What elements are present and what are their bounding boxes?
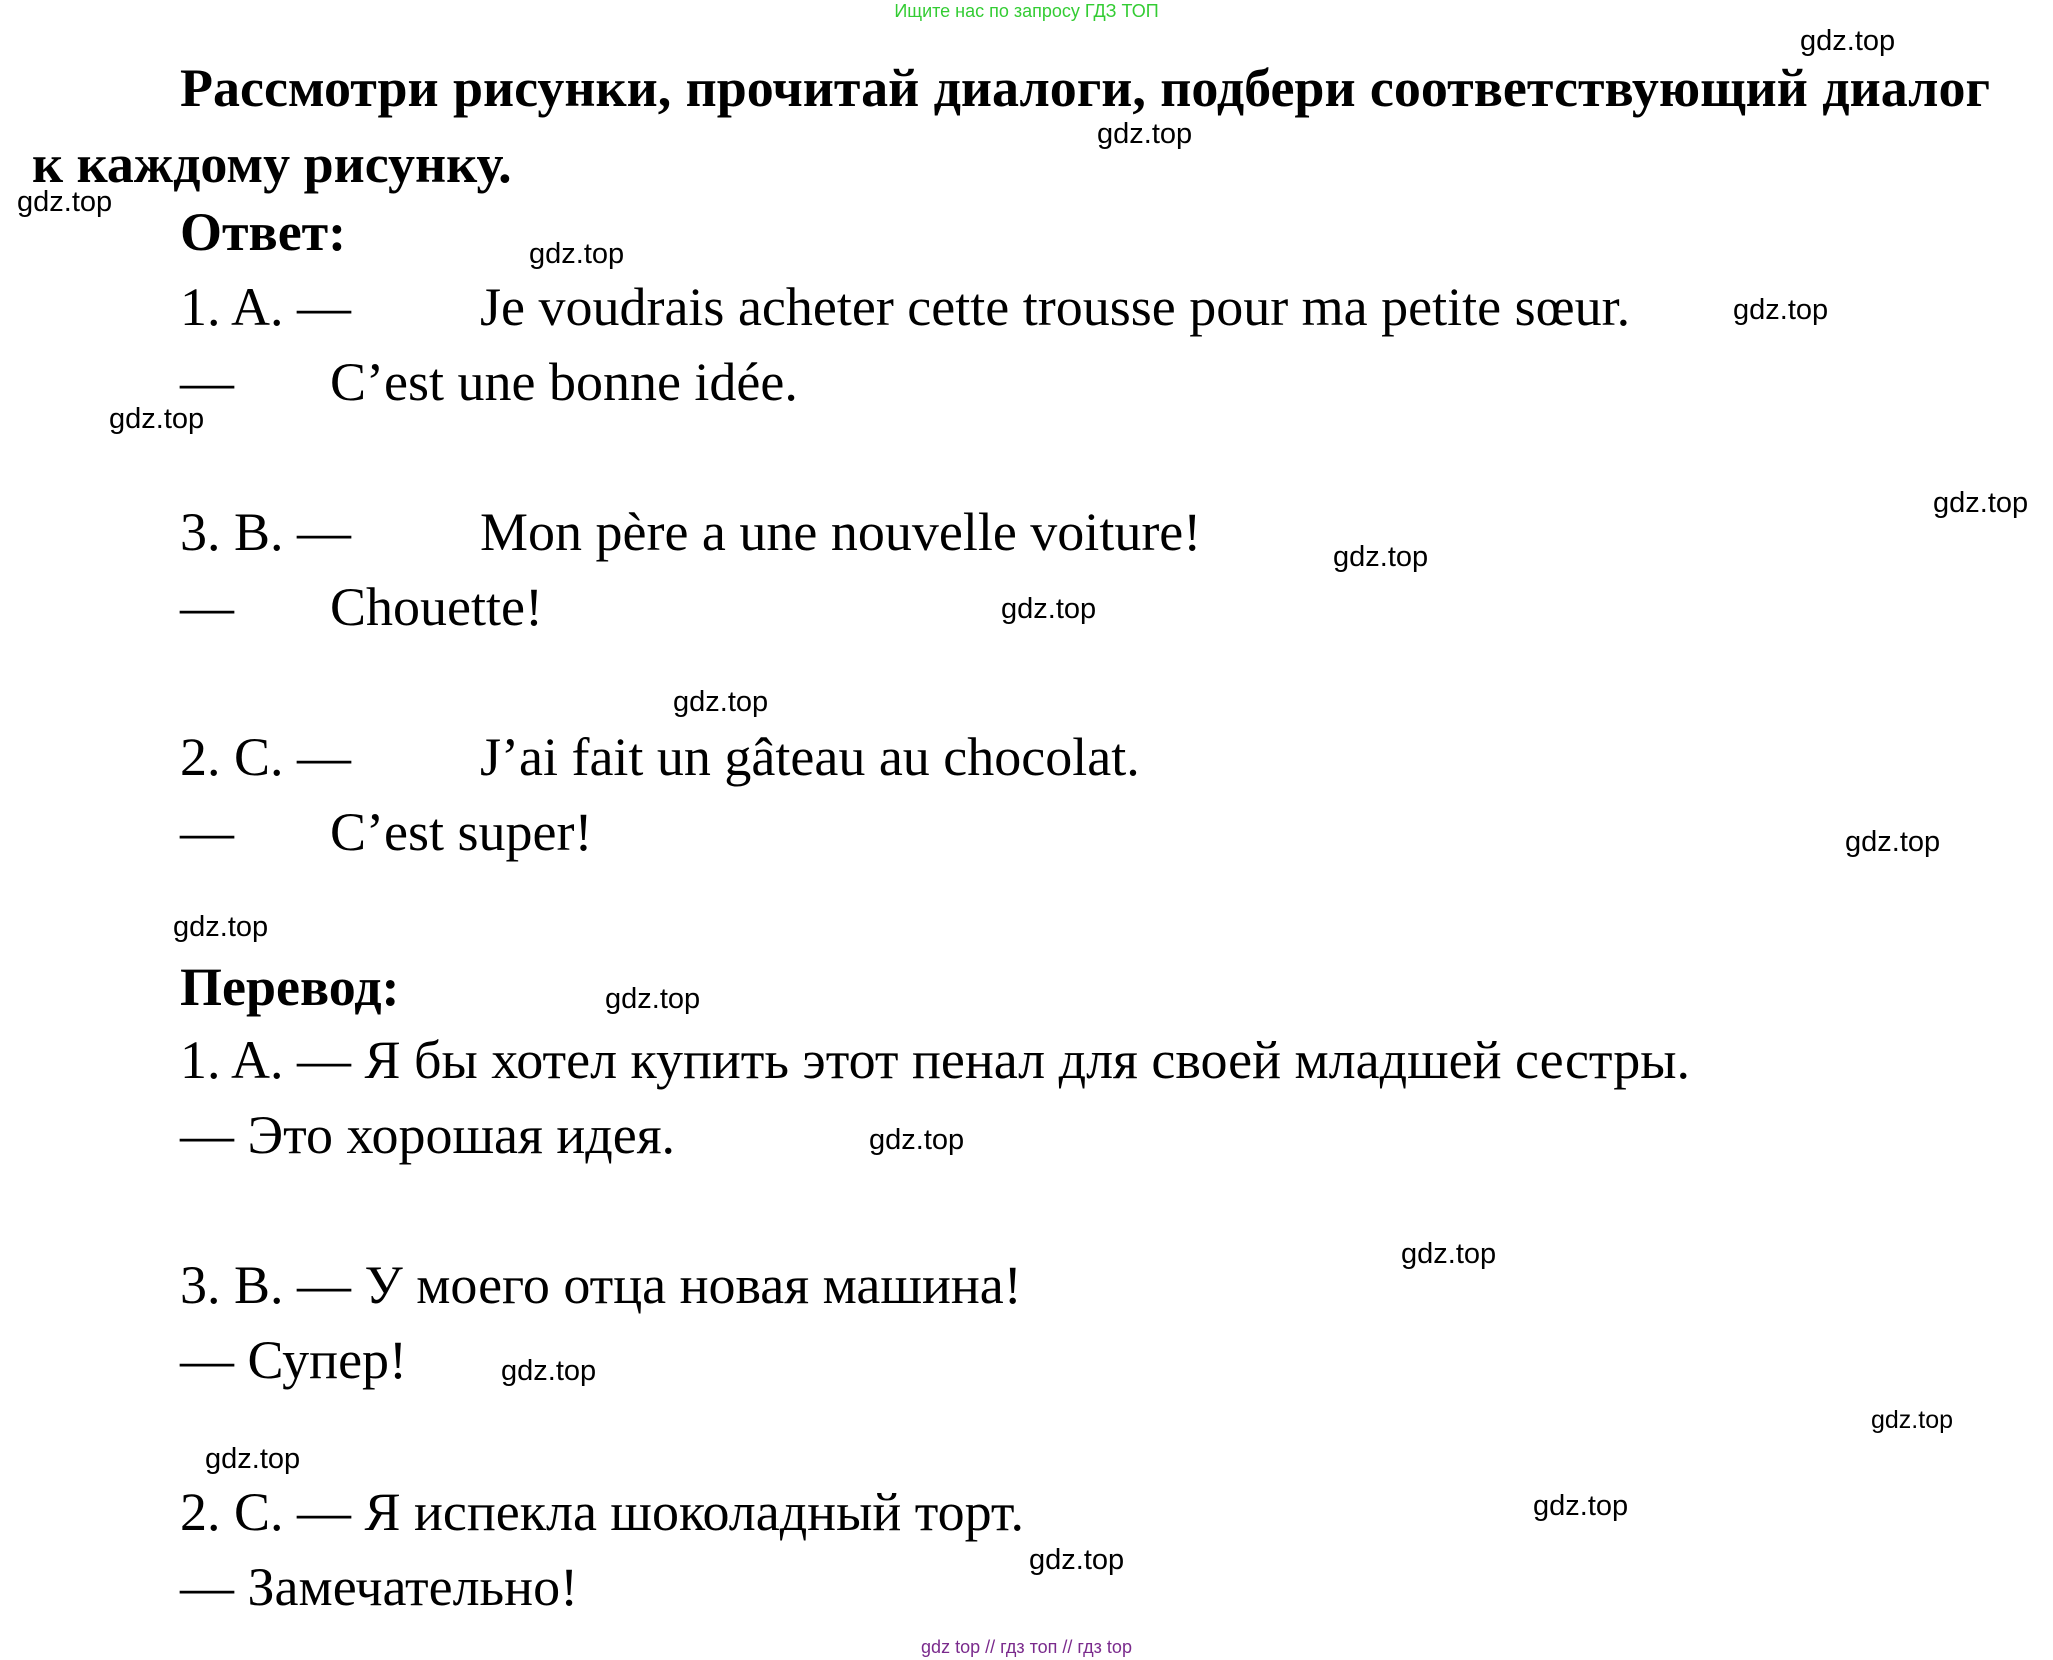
answer-1-label: 1. A. — <box>180 277 352 337</box>
answer-3-text2: C’est super! <box>330 802 593 862</box>
watermark: gdz.top <box>1533 1490 1629 1522</box>
watermark: gdz.top <box>1401 1238 1497 1270</box>
watermark: gdz.top <box>1845 826 1941 858</box>
answer-2-line2 <box>180 575 543 639</box>
translation-heading: Перевод: <box>180 957 400 1017</box>
watermark: gdz.top <box>17 186 113 218</box>
answer-1-line1 <box>180 275 1630 339</box>
watermark: gdz.top <box>605 983 701 1015</box>
answer-3-line1 <box>180 725 1140 789</box>
top-banner: Ищите нас по запросу ГДЗ ТОП <box>894 1 1159 21</box>
answer-heading: Ответ: <box>180 202 347 262</box>
task-text: Рассмотри рисунки, прочитай диалоги, подбери соответствующий диалог к каждому рисунку. <box>32 58 1990 194</box>
watermark: gdz.top <box>1097 118 1193 150</box>
watermark: gdz.top <box>1871 1406 1954 1434</box>
bottom-banner: gdz top // гдз топ // гдз top <box>921 1637 1132 1657</box>
watermark: gdz.top <box>1001 593 1097 625</box>
translation-2-line2: — Супер! <box>180 1330 408 1390</box>
answer-3-text1: J’ai fait un gâteau au chocolat. <box>480 727 1140 787</box>
watermark: gdz.top <box>173 911 269 943</box>
answer-3-label: 2. C. — <box>180 727 352 787</box>
answer-3-dash: — <box>180 802 234 862</box>
watermark: gdz.top <box>1933 487 2029 519</box>
answer-2-text2: Chouette! <box>330 577 543 637</box>
translation-3-line1: 2. C. — Я испекла шоколадный торт. <box>180 1482 1024 1542</box>
watermark: gdz.top <box>109 403 205 435</box>
translation-3-line2: — Замечательно! <box>180 1557 579 1617</box>
answer-2-line1 <box>180 500 1201 564</box>
answer-1-dash: — <box>180 352 234 412</box>
translation-1-line1: 1. A. — Я бы хотел купить этот пенал для своей младшей сестры. <box>180 1030 1690 1090</box>
watermark: gdz.top <box>869 1124 965 1156</box>
watermark: gdz.top <box>673 686 769 718</box>
watermark: gdz.top <box>1733 294 1829 326</box>
answer-1-line2 <box>180 350 798 414</box>
watermark: gdz.top <box>501 1355 597 1387</box>
translation-1-line2: — Это хорошая идея. <box>180 1105 676 1165</box>
answer-1-text2: C’est une bonne idée. <box>330 352 798 412</box>
translation-2-line1: 3. B. — У моего отца новая машина! <box>180 1255 1022 1315</box>
answer-2-label: 3. B. — <box>180 502 352 562</box>
watermark: gdz.top <box>1800 25 1896 57</box>
answer-2-dash: — <box>180 577 234 637</box>
watermark: gdz.top <box>205 1443 301 1475</box>
answer-1-text1: Je voudrais acheter cette trousse pour ma petite sœur. <box>480 277 1631 337</box>
answer-2-text1: Mon père a une nouvelle voiture! <box>480 502 1202 562</box>
answer-3-line2 <box>180 800 592 864</box>
watermark: gdz.top <box>1333 541 1429 573</box>
watermark: gdz.top <box>1029 1544 1125 1576</box>
watermark: gdz.top <box>529 238 625 270</box>
